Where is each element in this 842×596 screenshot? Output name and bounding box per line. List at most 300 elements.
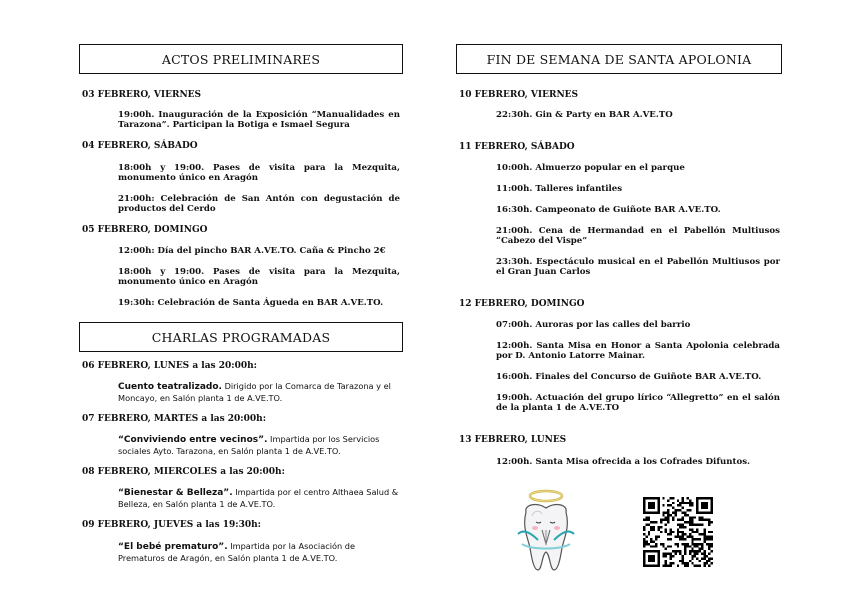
qr-module xyxy=(691,516,693,518)
qr-module xyxy=(682,499,684,501)
qr-module xyxy=(667,511,669,513)
qr-module xyxy=(660,521,662,523)
qr-module xyxy=(708,553,710,555)
qr-module xyxy=(643,560,645,562)
qr-module xyxy=(679,519,681,521)
qr-module xyxy=(696,502,698,504)
qr-module xyxy=(703,519,705,521)
qr-module xyxy=(667,509,669,511)
talk-item xyxy=(118,381,401,403)
qr-module xyxy=(677,509,679,511)
qr-module xyxy=(696,528,698,530)
qr-module xyxy=(691,555,693,557)
qr-module xyxy=(667,514,669,516)
qr-module xyxy=(703,562,705,564)
qr-module xyxy=(653,565,655,567)
qr-module xyxy=(653,550,655,552)
day-heading: 03 FEBRERO, VIERNES xyxy=(82,90,202,100)
qr-module xyxy=(670,553,672,555)
qr-module xyxy=(699,550,701,552)
qr-module xyxy=(703,504,705,506)
qr-module xyxy=(691,531,693,533)
qr-module xyxy=(670,545,672,547)
qr-module xyxy=(677,528,679,530)
qr-module xyxy=(706,560,708,562)
qr-module xyxy=(689,521,691,523)
qr-module xyxy=(694,555,696,557)
qr-module xyxy=(684,565,686,567)
qr-module xyxy=(686,565,688,567)
qr-module xyxy=(667,538,669,540)
qr-module xyxy=(677,499,679,501)
qr-module xyxy=(691,519,693,521)
praying-tooth-icon xyxy=(508,488,584,574)
qr-module xyxy=(691,550,693,552)
qr-module xyxy=(694,531,696,533)
qr-module xyxy=(677,519,679,521)
qr-module xyxy=(703,565,705,567)
qr-module xyxy=(660,543,662,545)
qr-module xyxy=(653,521,655,523)
qr-module xyxy=(665,548,667,550)
qr-module xyxy=(689,509,691,511)
qr-module xyxy=(672,502,674,504)
qr-module xyxy=(650,560,652,562)
fin-de-semana-header xyxy=(456,44,782,74)
qr-module xyxy=(701,504,703,506)
qr-module xyxy=(696,497,698,499)
qr-module xyxy=(657,555,659,557)
charlas-programadas-header xyxy=(79,322,403,352)
qr-module xyxy=(694,516,696,518)
qr-module xyxy=(648,531,650,533)
qr-module xyxy=(672,562,674,564)
section-title: CHARLAS PROGRAMADAS xyxy=(151,329,331,345)
qr-module xyxy=(703,507,705,509)
qr-module xyxy=(701,524,703,526)
qr-module xyxy=(703,497,705,499)
qr-module xyxy=(653,502,655,504)
qr-module xyxy=(667,516,669,518)
qr-module xyxy=(650,550,652,552)
qr-module xyxy=(643,540,645,542)
qr-module xyxy=(708,560,710,562)
qr-module xyxy=(650,511,652,513)
qr-module xyxy=(672,516,674,518)
qr-module xyxy=(679,524,681,526)
qr-module xyxy=(653,528,655,530)
qr-module xyxy=(645,543,647,545)
qr-module xyxy=(686,545,688,547)
qr-module xyxy=(686,514,688,516)
qr-module xyxy=(653,560,655,562)
qr-module xyxy=(701,553,703,555)
qr-module xyxy=(689,553,691,555)
qr-module xyxy=(667,553,669,555)
qr-module xyxy=(691,543,693,545)
qr-module xyxy=(684,538,686,540)
qr-module xyxy=(689,560,691,562)
event-item: 16:00h. Finales del Concurso de Guiñote BAR A.VE.TO. xyxy=(496,372,762,382)
qr-module xyxy=(691,557,693,559)
qr-module xyxy=(662,543,664,545)
qr-module xyxy=(653,555,655,557)
event-item: 22:30h. Gin & Party en BAR A.VE.TO xyxy=(496,110,673,120)
qr-module xyxy=(699,560,701,562)
qr-module xyxy=(650,507,652,509)
qr-module xyxy=(643,497,645,499)
qr-module xyxy=(657,550,659,552)
qr-module xyxy=(648,507,650,509)
qr-module xyxy=(679,531,681,533)
event-item: 23:30h. Espectáculo musical en el Pabellón Multiusos por el Gran Juan Carlos xyxy=(496,257,780,278)
qr-module xyxy=(708,497,710,499)
qr-module xyxy=(703,538,705,540)
qr-module xyxy=(643,545,645,547)
qr-module xyxy=(684,502,686,504)
qr-module xyxy=(657,504,659,506)
qr-module xyxy=(682,507,684,509)
qr-module xyxy=(703,502,705,504)
qr-module xyxy=(686,509,688,511)
qr-module xyxy=(674,550,676,552)
qr-module xyxy=(643,507,645,509)
qr-module xyxy=(674,543,676,545)
qr-module xyxy=(665,555,667,557)
qr-module xyxy=(689,499,691,501)
qr-module xyxy=(650,502,652,504)
qr-module xyxy=(689,519,691,521)
qr-module xyxy=(701,507,703,509)
qr-module xyxy=(696,565,698,567)
talk-item xyxy=(118,541,401,563)
qr-module xyxy=(645,524,647,526)
qr-module xyxy=(643,555,645,557)
qr-module xyxy=(657,509,659,511)
event-item: 21:00h: Celebración de San Antón con degustación de productos del Cerdo xyxy=(118,194,400,215)
talk-title: “Conviviendo entre vecinos”. xyxy=(118,435,268,445)
qr-module xyxy=(643,528,645,530)
qr-module xyxy=(696,531,698,533)
qr-module xyxy=(684,553,686,555)
qr-module xyxy=(689,550,691,552)
qr-module xyxy=(708,565,710,567)
qr-module xyxy=(645,540,647,542)
qr-module xyxy=(645,519,647,521)
qr-module xyxy=(708,543,710,545)
qr-module xyxy=(648,543,650,545)
qr-module xyxy=(657,511,659,513)
qr-module xyxy=(691,502,693,504)
event-item: 18:00h y 19:00. Pases de visita para la Mezquita, monumento único en Aragón xyxy=(118,163,400,184)
qr-module xyxy=(711,502,713,504)
qr-module xyxy=(682,511,684,513)
qr-module xyxy=(701,511,703,513)
qr-module xyxy=(667,565,669,567)
qr-module xyxy=(645,536,647,538)
qr-module xyxy=(665,524,667,526)
qr-module xyxy=(699,516,701,518)
qr-module xyxy=(711,536,713,538)
talk-description: Impartida por la Asociación de Prematuros de Aragón, en Salón planta 1 de A.VE.TO. xyxy=(118,541,356,563)
event-item: 19:00h. Inauguración de la Exposición “Manualidades en Tarazona”. Participan la Botiga e Ismael Segura xyxy=(118,110,400,131)
qr-module xyxy=(682,516,684,518)
day-heading: 10 FEBRERO, VIERNES xyxy=(459,90,579,100)
qr-module xyxy=(682,560,684,562)
qr-module xyxy=(699,538,701,540)
qr-module xyxy=(657,557,659,559)
qr-module xyxy=(684,511,686,513)
qr-module xyxy=(648,524,650,526)
qr-module xyxy=(657,536,659,538)
qr-module xyxy=(643,502,645,504)
qr-module xyxy=(672,550,674,552)
qr-module xyxy=(682,526,684,528)
day-heading: 12 FEBRERO, DOMINGO xyxy=(459,299,585,309)
qr-module xyxy=(691,538,693,540)
qr-module xyxy=(643,499,645,501)
qr-module xyxy=(686,497,688,499)
qr-module xyxy=(665,560,667,562)
qr-module xyxy=(684,521,686,523)
qr-module xyxy=(703,540,705,542)
qr-module xyxy=(670,562,672,564)
qr-module xyxy=(674,511,676,513)
qr-module xyxy=(670,565,672,567)
talk-title: “Bienestar & Belleza”. xyxy=(118,488,233,498)
qr-module xyxy=(643,557,645,559)
qr-module xyxy=(643,509,645,511)
qr-module xyxy=(711,521,713,523)
event-item: 19:30h: Celebración de Santa Águeda en BAR A.VE.TO. xyxy=(118,298,384,308)
qr-module xyxy=(665,519,667,521)
qr-module xyxy=(711,557,713,559)
qr-module xyxy=(653,545,655,547)
qr-module xyxy=(657,497,659,499)
qr-module xyxy=(694,553,696,555)
qr-module xyxy=(703,557,705,559)
qr-module xyxy=(679,509,681,511)
qr-module xyxy=(650,504,652,506)
qr-module xyxy=(691,548,693,550)
qr-module xyxy=(648,504,650,506)
qr-module xyxy=(653,504,655,506)
qr-module xyxy=(665,516,667,518)
qr-module xyxy=(686,562,688,564)
qr-module xyxy=(670,531,672,533)
qr-module xyxy=(645,511,647,513)
qr-module xyxy=(643,504,645,506)
qr-module xyxy=(701,519,703,521)
qr-module xyxy=(682,519,684,521)
qr-module xyxy=(665,562,667,564)
qr-module xyxy=(701,497,703,499)
qr-module xyxy=(689,536,691,538)
qr-module xyxy=(667,521,669,523)
qr-module xyxy=(711,550,713,552)
qr-module xyxy=(711,499,713,501)
qr-module xyxy=(660,526,662,528)
qr-module xyxy=(645,516,647,518)
qr-module xyxy=(657,507,659,509)
qr-module xyxy=(694,524,696,526)
qr-module xyxy=(701,502,703,504)
qr-module xyxy=(674,553,676,555)
qr-module xyxy=(699,519,701,521)
qr-module xyxy=(643,565,645,567)
qr-module xyxy=(708,511,710,513)
qr-module xyxy=(657,553,659,555)
qr-module xyxy=(699,511,701,513)
qr-module xyxy=(650,540,652,542)
qr-module xyxy=(711,531,713,533)
qr-module xyxy=(655,565,657,567)
qr-module xyxy=(677,543,679,545)
qr-module xyxy=(694,538,696,540)
qr-module xyxy=(643,550,645,552)
qr-module xyxy=(660,519,662,521)
qr-module xyxy=(684,514,686,516)
qr-module xyxy=(699,548,701,550)
qr-module xyxy=(670,528,672,530)
qr-module xyxy=(679,550,681,552)
qr-module xyxy=(706,497,708,499)
qr-module xyxy=(662,553,664,555)
talk-description: Dirigido por la Comarca de Tarazona y el Moncayo, en Salón planta 1 de A.VE.TO. xyxy=(118,381,391,403)
qr-module xyxy=(674,514,676,516)
qr-module xyxy=(648,557,650,559)
qr-module xyxy=(701,533,703,535)
qr-module xyxy=(657,562,659,564)
qr-module xyxy=(662,504,664,506)
qr-module xyxy=(706,511,708,513)
qr-module xyxy=(708,536,710,538)
qr-module xyxy=(655,543,657,545)
qr-module xyxy=(657,560,659,562)
qr-module xyxy=(684,550,686,552)
qr-module xyxy=(653,540,655,542)
qr-module xyxy=(657,499,659,501)
qr-module xyxy=(657,526,659,528)
qr-module xyxy=(696,550,698,552)
qr-module xyxy=(711,507,713,509)
qr-module xyxy=(708,521,710,523)
qr-module xyxy=(672,497,674,499)
qr-module xyxy=(667,545,669,547)
qr-module xyxy=(691,528,693,530)
qr-module xyxy=(703,536,705,538)
qr-module xyxy=(703,533,705,535)
qr-module xyxy=(648,519,650,521)
qr-module xyxy=(653,511,655,513)
qr-module xyxy=(677,565,679,567)
talk-title: Cuento teatralizado. xyxy=(118,382,222,392)
qr-module xyxy=(648,555,650,557)
qr-module xyxy=(662,497,664,499)
qr-module xyxy=(682,502,684,504)
qr-module xyxy=(643,553,645,555)
qr-module xyxy=(643,511,645,513)
qr-module xyxy=(677,531,679,533)
qr-module xyxy=(657,565,659,567)
actos-preliminares-header xyxy=(79,44,403,74)
qr-module xyxy=(665,553,667,555)
qr-module xyxy=(662,511,664,513)
qr-module xyxy=(706,555,708,557)
qr-module xyxy=(703,555,705,557)
qr-module xyxy=(699,497,701,499)
qr-module xyxy=(645,565,647,567)
qr-module xyxy=(689,516,691,518)
qr-code-icon xyxy=(643,497,713,567)
qr-module xyxy=(679,538,681,540)
qr-module xyxy=(682,524,684,526)
qr-module xyxy=(650,521,652,523)
qr-module xyxy=(650,497,652,499)
qr-module xyxy=(696,538,698,540)
qr-module xyxy=(648,560,650,562)
qr-module xyxy=(684,526,686,528)
qr-module xyxy=(677,533,679,535)
qr-module xyxy=(682,543,684,545)
talk-description: Impartida por el centro Althaea Salud & Belleza, en Salón planta 1 de A.VE.TO. xyxy=(118,487,399,509)
qr-module xyxy=(670,514,672,516)
section-title: FIN DE SEMANA DE SANTA APOLONIA xyxy=(486,51,752,67)
qr-module xyxy=(696,511,698,513)
qr-module xyxy=(648,565,650,567)
qr-module xyxy=(648,497,650,499)
qr-module xyxy=(708,519,710,521)
qr-module xyxy=(701,543,703,545)
event-item: 07:00h. Auroras por las calles del barrio xyxy=(496,320,691,330)
qr-module xyxy=(655,521,657,523)
qr-module xyxy=(662,555,664,557)
day-heading: 06 FEBRERO, LUNES a las 20:00h: xyxy=(82,361,257,371)
qr-module xyxy=(684,533,686,535)
qr-module xyxy=(706,538,708,540)
qr-module xyxy=(670,557,672,559)
qr-module xyxy=(711,504,713,506)
qr-module xyxy=(696,507,698,509)
qr-module xyxy=(665,531,667,533)
qr-module xyxy=(699,533,701,535)
qr-module xyxy=(648,533,650,535)
qr-module xyxy=(696,543,698,545)
qr-module xyxy=(703,531,705,533)
qr-module xyxy=(711,562,713,564)
qr-module xyxy=(670,555,672,557)
qr-module xyxy=(711,497,713,499)
qr-module xyxy=(696,499,698,501)
event-item: 16:30h. Campeonato de Guiñote BAR A.VE.TO. xyxy=(496,205,721,215)
qr-module xyxy=(696,557,698,559)
qr-module xyxy=(708,557,710,559)
qr-module xyxy=(657,528,659,530)
qr-module xyxy=(667,499,669,501)
qr-module xyxy=(653,526,655,528)
qr-module xyxy=(684,548,686,550)
event-item: 19:00h. Actuación del grupo lírico “Allegretto” en el salón de la planta 1 de A.VE.TO xyxy=(496,393,780,414)
qr-module xyxy=(645,497,647,499)
qr-module xyxy=(670,533,672,535)
qr-module xyxy=(682,497,684,499)
qr-module xyxy=(711,509,713,511)
qr-module xyxy=(672,531,674,533)
qr-module xyxy=(648,502,650,504)
qr-module xyxy=(645,550,647,552)
qr-module xyxy=(643,526,645,528)
qr-module xyxy=(696,504,698,506)
